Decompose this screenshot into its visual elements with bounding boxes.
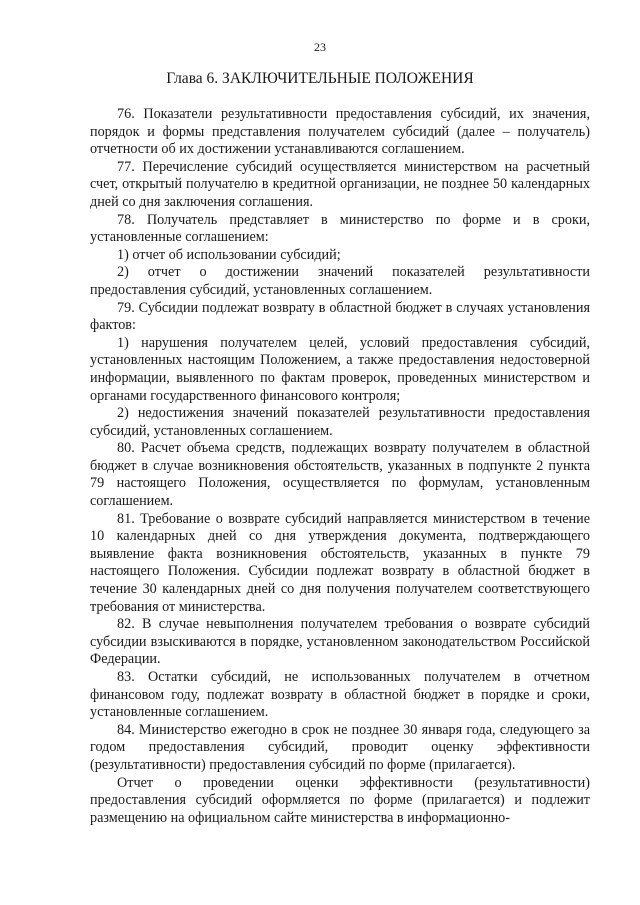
paragraph-83: 83. Остатки субсидий, не использованных получателем в отчетном финансовом году, подлежат возврату в областной бюджет в порядке и сроки, установленные соглашением. bbox=[90, 669, 590, 721]
paragraph-79-item-2: 2) недостижения значений показателей результативности предоставления субсидий, установленных соглашением. bbox=[90, 405, 590, 439]
paragraph-77: 77. Перечисление субсидий осуществляется министерством на расчетный счет, открытый получателю в кредитной организации, не позднее 50 календарных дней со дня заключения соглашения. bbox=[90, 158, 590, 210]
document-body bbox=[90, 106, 590, 827]
paragraph-76: 76. Показатели результативности предоставления субсидий, их значения, порядок и формы представления получателем субсидий (далее – получатель) отчетности об их достижении устанавливаются соглашением. bbox=[90, 106, 590, 158]
paragraph-80: 80. Расчет объема средств, подлежащих возврату получателем в областной бюджет в случае возникновения обстоятельств, указанных в подпункте 2 пункта 79 настоящего Положения, осуществляется по формулам, установленным соглашением. bbox=[90, 440, 590, 510]
paragraph-79: 79. Субсидии подлежат возврату в областной бюджет в случаях установления фактов: bbox=[90, 299, 590, 334]
page-number: 23 bbox=[314, 40, 326, 54]
paragraph-79-item-1: 1) нарушения получателем целей, условий предоставления субсидий, установленных настоящим Положением, а также предоставления недостоверной информации, выявленного по фактам проверок, проведенных министерством и органами государственного финансового контроля; bbox=[90, 334, 590, 404]
paragraph-81: 81. Требование о возврате субсидий направляется министерством в течение 10 календарных дней со дня утверждения документа, подтверждающего выявление факта возникновения обстоятельств, указанных в пункте 79 настоящего Положения. Субсидии подлежат возврату в областной бюджет в течение 30 календарных дней со дня получения получателем соответствующего требования от министерства. bbox=[90, 510, 590, 615]
paragraph-84: 84. Министерство ежегодно в срок не позднее 30 января года, следующего за годом предоставления субсидий, проводит оценку эффективности (результативности) предоставления субсидий по форме (прилагается). bbox=[90, 721, 590, 773]
chapter-title: Глава 6. ЗАКЛЮЧИТЕЛЬНЫЕ ПОЛОЖЕНИЯ bbox=[166, 70, 474, 87]
paragraph-78: 78. Получатель представляет в министерство по форме и в сроки, установленные соглашением: bbox=[90, 211, 590, 246]
paragraph-78-item-1: 1) отчет об использовании субсидий; bbox=[117, 246, 341, 263]
paragraph-82: 82. В случае невыполнения получателем требования о возврате субсидий субсидии взыскиваются в порядке, установленном законодательством Российской Федерации. bbox=[90, 616, 590, 668]
paragraph-78-item-2: 2) отчет о достижении значений показателей результативности предоставления субсидий, установленных соглашением. bbox=[90, 264, 590, 298]
paragraph-report: Отчет о проведении оценки эффективности (результативности) предоставления субсидий оформляется по форме (прилагается) и подлежит размещению на официальном сайте министерства в информационно- bbox=[90, 774, 590, 826]
